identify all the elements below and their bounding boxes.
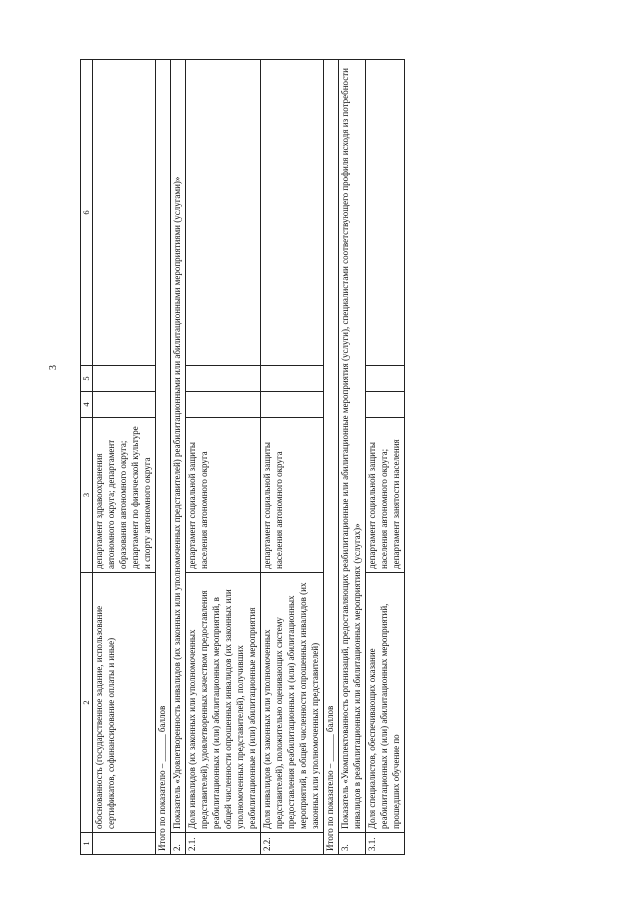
- empty-cell: [93, 392, 156, 418]
- empty-cell: [365, 366, 404, 392]
- empty-cell: [186, 366, 261, 392]
- empty-cell: [93, 60, 156, 366]
- indicator-row: [338, 60, 365, 855]
- empty-cell: [186, 60, 261, 366]
- page-number: 3: [48, 365, 59, 370]
- total-text: Итого по показателю – ______ баллов: [323, 60, 338, 855]
- responsible-dept: департамент социальной защиты населения автономного округа: [260, 418, 323, 573]
- empty-cell: [186, 392, 261, 418]
- empty-cell: [365, 60, 404, 366]
- row-number: 2.1.: [186, 833, 261, 855]
- indicator-text: обоснованность (государственное задание, использование сертификатов, софинансирование оплаты и иные): [93, 573, 156, 833]
- empty-cell: [93, 366, 156, 392]
- total-row: [323, 60, 338, 855]
- table-row: [186, 60, 261, 855]
- row-number: 3.: [338, 833, 365, 855]
- header-cell: 1: [81, 833, 93, 855]
- responsible-dept: департамент социальной защиты населения автономного округа: [186, 418, 261, 573]
- row-number: 2.2.: [260, 833, 323, 855]
- header-cell: 6: [81, 60, 93, 366]
- indicators-table: [80, 59, 405, 855]
- table-row: [365, 60, 404, 855]
- indicator-title: Показатель «Удовлетворенность инвалидов (их законных или уполномоченных представителей) реабилитационными или абилитационными мероприятиями (услугами)»: [171, 60, 186, 833]
- row-number: [93, 833, 156, 855]
- header-cell: 5: [81, 366, 93, 392]
- row-number: 3.1.: [365, 833, 404, 855]
- total-text: Итого по показателю – ______ баллов: [156, 60, 171, 855]
- total-row: [156, 60, 171, 855]
- empty-cell: [260, 392, 323, 418]
- header-cell: 3: [81, 418, 93, 573]
- empty-cell: [260, 366, 323, 392]
- table-row: [260, 60, 323, 855]
- indicator-text: Доля инвалидов (их законных или уполномоченных представителей), положительно оценивающих систему предоставления реабилитационных и (или) абилитационных мероприятий, в общей численности опрошенных инвалидов (их законных или уполномоченных представителей): [260, 573, 323, 833]
- table-row: [93, 60, 156, 855]
- header-cell: 2: [81, 573, 93, 833]
- responsible-dept: департамент социальной защиты населения автономного округа; департамент занятости населения: [365, 418, 404, 573]
- indicator-text: Доля инвалидов (их законных или уполномоченных представителей), удовлетворенных качеством предоставления реабилитационных и (или) абилитационных мероприятий, в общей численности опрошенных инвалидов (их законных или уполномоченных представителей), получивших реабилитационные и (или) абилитационные мероприятия: [186, 573, 261, 833]
- table-header-row: [81, 60, 93, 855]
- responsible-dept: департамент здравоохранения автономного округа; департамент образования автономного округа; департамент по физической культуре и спорту автономного округа: [93, 418, 156, 573]
- indicator-title: Показатель «Укомплектованность организаций, предоставляющих реабилитационные или абилитационные мероприятия (услуги), специалистами соответствующего профиля исходя из потребности инвалидов в реабилитационных или абилитационных мероприятиях (услугах)»: [338, 60, 365, 833]
- indicator-text: Доля специалистов, обеспечивающих оказание реабилитационных и (или) абилитационных мероприятий, прошедших обучение по: [365, 573, 404, 833]
- document-sheet: [80, 60, 525, 855]
- header-cell: 4: [81, 392, 93, 418]
- empty-cell: [260, 60, 323, 366]
- empty-cell: [365, 392, 404, 418]
- row-number: 2.: [171, 833, 186, 855]
- indicator-row: [171, 60, 186, 855]
